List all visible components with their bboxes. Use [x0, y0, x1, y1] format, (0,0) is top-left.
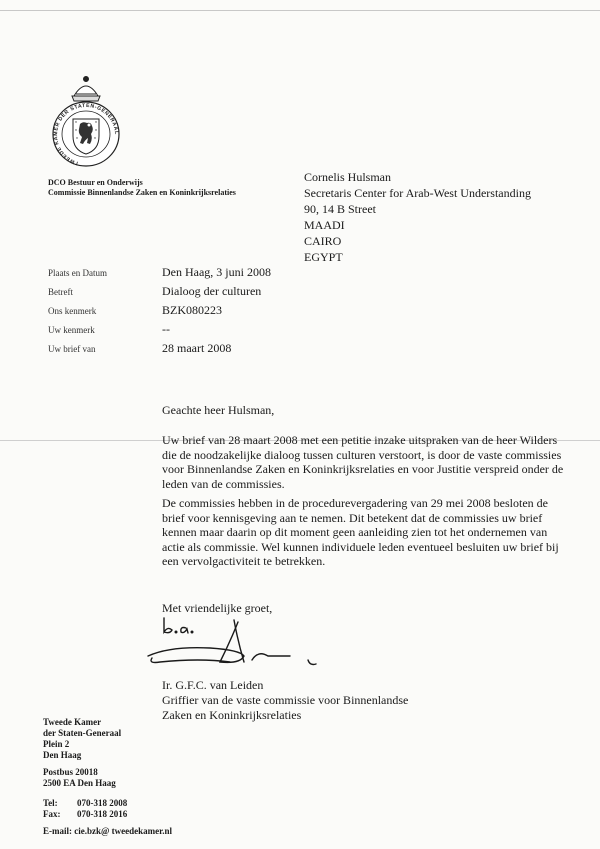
meta-value-your-reference: -- — [162, 322, 170, 336]
meta-value-your-letter: 28 maart 2008 — [162, 341, 232, 355]
footer-email-label: E-mail: — [43, 826, 72, 836]
footer-tel-label: Tel: — [43, 798, 58, 808]
salutation: Geachte heer Hulsman, — [162, 403, 275, 417]
footer-org-line-4: Den Haag — [43, 750, 82, 760]
meta-label-subject: Betreft — [48, 287, 73, 297]
signer-title-line-2: Zaken en Koninkrijksrelaties — [162, 708, 302, 722]
footer-fax-label: Fax: — [43, 809, 61, 819]
footer-postal-line-2: 2500 EA Den Haag — [43, 778, 116, 788]
meta-value-our-reference: BZK080223 — [162, 303, 222, 317]
footer-fax-row — [43, 809, 127, 820]
footer-organization — [43, 717, 121, 761]
meta-value-place-date: Den Haag, 3 juni 2008 — [162, 265, 271, 279]
footer-email-row — [43, 826, 172, 837]
meta-label-your-letter: Uw brief van — [48, 344, 96, 354]
svg-text:TWEEDE KAMER DER STATEN-GENERA: TWEEDE KAMER DER STATEN-GENERAAL — [52, 102, 120, 167]
footer-tel-row — [43, 798, 127, 809]
footer-fax: 070-318 2016 — [77, 809, 128, 819]
footer-org-line-2: der Staten-Generaal — [43, 728, 122, 738]
recipient-city: CAIRO — [304, 234, 342, 248]
body-paragraph-1: Uw brief van 28 maart 2008 met een petitie inzake uitspraken van de heer Wilders die de noodzakelijke dialoog tussen culturen verstoort, is door de vaste commissies voor Binnenlandse Zaken en Koninkrijksrelaties en voor Justitie verspreid onder de leden van de commissies. — [162, 433, 564, 491]
department-line-1: DCO Bestuur en Onderwijs — [48, 178, 143, 187]
svg-text:b.a.: b.a. — [164, 632, 166, 633]
footer-postal — [43, 767, 116, 789]
department-line-2: Commissie Binnenlandse Zaken en Koninkrijksrelaties — [48, 188, 236, 197]
footer-tel: 070-318 2008 — [77, 798, 128, 808]
recipient-district: MAADI — [304, 218, 345, 232]
body-paragraph-2: De commissies hebben in de procedurevergadering van 29 mei 2008 besloten de brief voor kennisgeving aan te nemen. Dit betekent dat de commissies uw brief kennen maar daarin op dit moment geen aanleiding zien tot het ondernemen van actie als commissie. Wel kunnen individuele leden eventueel besluiten uw brief bij een vervolgactiviteit te betrekken. — [162, 496, 559, 568]
footer-contact — [43, 798, 127, 820]
recipient-address — [304, 169, 531, 265]
footer-org-line-3: Plein 2 — [43, 739, 70, 749]
handwritten-signature — [140, 612, 340, 674]
recipient-name: Cornelis Hulsman — [304, 170, 391, 184]
signer-title-line-1: Griffier van de vaste commissie voor Binnenlandse — [162, 693, 409, 707]
meta-label-place-date: Plaats en Datum — [48, 268, 107, 278]
scan-artifact-top — [0, 10, 600, 11]
footer-org-line-1: Tweede Kamer — [43, 717, 102, 727]
meta-label-our-reference: Ons kenmerk — [48, 306, 97, 316]
signer-block — [162, 678, 408, 723]
recipient-street: 90, 14 B Street — [304, 202, 376, 216]
recipient-country: EGYPT — [304, 250, 343, 264]
recipient-title: Secretaris Center for Arab-West Understanding — [304, 186, 531, 200]
footer-postal-line-1: Postbus 20018 — [43, 767, 98, 777]
meta-label-your-reference: Uw kenmerk — [48, 325, 95, 335]
crest-logo — [50, 74, 122, 168]
closing: Met vriendelijke groet, — [162, 601, 273, 615]
meta-value-subject: Dialoog der culturen — [162, 284, 262, 298]
signer-name: Ir. G.F.C. van Leiden — [162, 678, 264, 692]
department-block — [48, 178, 236, 198]
footer-email[interactable]: cie.bzk@ tweedekamer.nl — [74, 826, 173, 836]
